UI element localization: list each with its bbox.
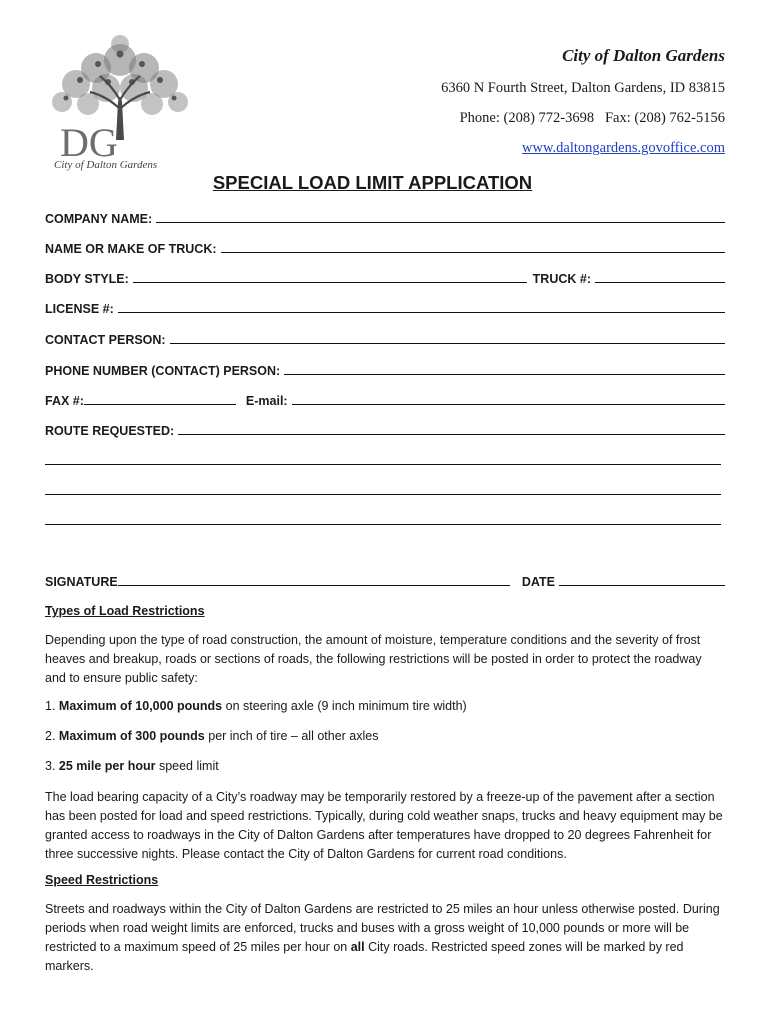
city-logo	[36, 30, 204, 176]
speed-restrictions-paragraph: Streets and roadways within the City of Dalton Gardens are restricted to 25 miles an hour unless otherwise posted. During periods when road weight limits are enforced, trucks and buses with a gross weight of 10,000 pounds or more will be restricted to a maximum speed of 25 miles per hour on all City roads. Restricted speed zones will be marked by red markers.	[45, 902, 720, 973]
route-field[interactable]	[178, 434, 725, 435]
date-label: DATE	[521, 575, 555, 589]
signature-label: SIGNATURE	[45, 575, 118, 589]
license-label: LICENSE #:	[45, 302, 114, 316]
email-label: E-mail:	[245, 394, 288, 408]
truck-name-field[interactable]	[221, 252, 725, 253]
contact-person-row	[45, 329, 725, 347]
license-row	[45, 298, 725, 316]
tree-icon	[36, 30, 204, 176]
phone-contact-field[interactable]	[284, 374, 725, 375]
page-title: SPECIAL LOAD LIMIT APPLICATION	[212, 172, 533, 193]
fax-field[interactable]	[84, 404, 236, 405]
body-style-field[interactable]	[133, 282, 527, 283]
signature-field[interactable]	[118, 585, 510, 586]
body-style-row	[45, 268, 725, 286]
fax-email-row	[45, 390, 725, 408]
company-name-row	[45, 208, 725, 226]
restriction-item: 3. 25 mile per hour speed limit	[45, 759, 219, 773]
truck-name-row	[45, 238, 725, 256]
city-phone-fax: Phone: (208) 772-3698 Fax: (208) 762-5156	[459, 110, 725, 126]
phone-contact-label: PHONE NUMBER (CONTACT) PERSON:	[45, 364, 281, 378]
svg-text:DG: DG	[60, 120, 118, 165]
body-style-label: BODY STYLE:	[45, 272, 129, 286]
route-field-line-4[interactable]	[45, 524, 721, 525]
route-field-line-3[interactable]	[45, 494, 721, 495]
city-address: 6360 N Fourth Street, Dalton Gardens, ID 83815	[441, 80, 725, 96]
signature-row	[45, 571, 725, 589]
truck-number-field[interactable]	[595, 282, 725, 283]
fax-label: FAX #:	[45, 394, 84, 408]
load-restrictions-heading: Types of Load Restrictions	[45, 604, 205, 618]
load-capacity-paragraph: The load bearing capacity of a City’s roadway may be temporarily restored by a freeze-up of the pavement after a section has been posted for load and speed restrictions. Typically, during cold weather snaps, trucks and heavy equipment may be granted access to roadways in the City of Dalton Gardens after temperatures have dropped to 20 degrees Fahrenheit for three successive nights. Please contact the City of Dalton Gardens for current road conditions.	[45, 790, 723, 861]
route-row	[45, 420, 725, 438]
contact-person-field[interactable]	[170, 343, 725, 344]
company-name-label: COMPANY NAME:	[45, 212, 153, 226]
license-field[interactable]	[118, 312, 725, 313]
date-field[interactable]	[559, 585, 725, 586]
truck-name-label: NAME OR MAKE OF TRUCK:	[45, 242, 217, 256]
load-restrictions-intro: Depending upon the type of road construction, the amount of moisture, temperature conditions and the severity of frost heaves and breakup, roads or sections of roads, the following restrictions will be posted in order to protect the roadway and to ensure public safety:	[45, 633, 702, 685]
email-field[interactable]	[292, 404, 725, 405]
route-field-line-2[interactable]	[45, 464, 721, 465]
svg-text:City of Dalton Gardens: City of Dalton Gardens	[54, 159, 158, 171]
phone-contact-row	[45, 360, 725, 378]
truck-number-label: TRUCK #:	[532, 272, 591, 286]
company-name-field[interactable]	[156, 222, 725, 223]
restriction-item: 2. Maximum of 300 pounds per inch of tire – all other axles	[45, 729, 379, 743]
speed-restrictions-heading: Speed Restrictions	[45, 873, 159, 887]
city-website-link[interactable]: www.daltongardens.govoffice.com	[522, 140, 725, 156]
restriction-item: 1. Maximum of 10,000 pounds on steering axle (9 inch minimum tire width)	[45, 699, 467, 713]
contact-person-label: CONTACT PERSON:	[45, 333, 166, 347]
route-label: ROUTE REQUESTED:	[45, 424, 175, 438]
city-name: City of Dalton Gardens	[562, 46, 725, 65]
